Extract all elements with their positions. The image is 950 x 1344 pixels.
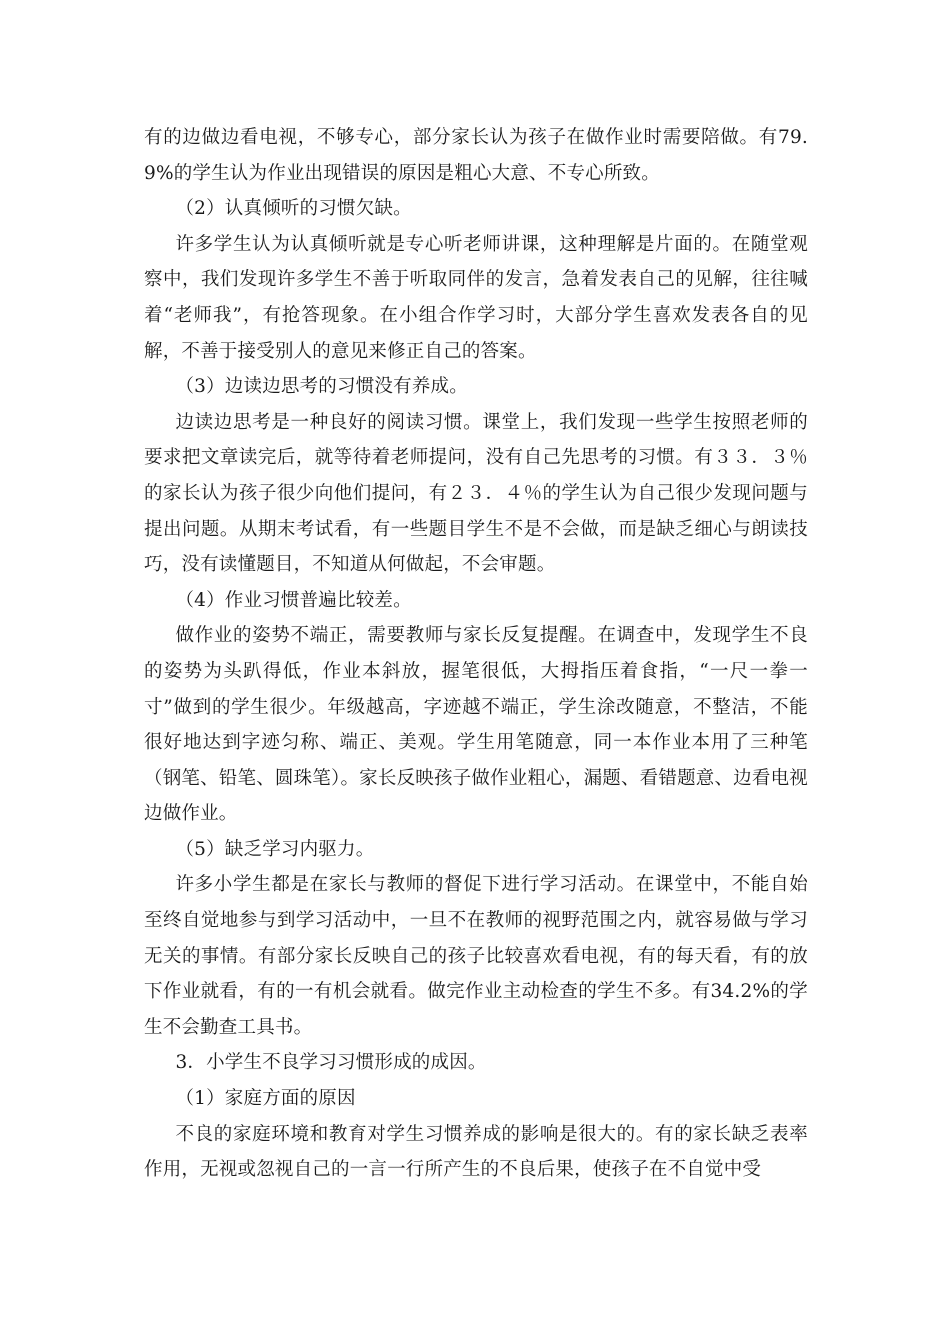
section-heading-4: （4）作业习惯普遍比较差。 [175, 589, 412, 611]
section-heading-causes: 3．小学生不良学习习惯形成的成因。 [175, 1052, 487, 1074]
section-heading-2: （2）认真倾听的习惯欠缺。 [175, 198, 412, 220]
paragraph-2: 许多学生认为认真倾听就是专心听老师讲课，这种理解是片面的。在随堂观察中，我们发现许多学生不善于听取同伴的发言，急着发表自己的见解，往往喊着“老师我”，有抢答现象。在小组合作学习时，大部分学生喜欢发表各自的见解，不善于接受别人的意见来修正自己的答案。 [144, 233, 808, 362]
paragraph-6: 不良的家庭环境和教育对学生习惯养成的影响是很大的。有的家长缺乏表率作用，无视或忽视自己的一言一行所产生的不良后果，使孩子在不自觉中受 [144, 1123, 808, 1181]
section-heading-3: （3）边读边思考的习惯没有养成。 [175, 376, 468, 398]
section-heading-5: （5）缺乏学习内驱力。 [175, 838, 375, 860]
document-body [144, 120, 808, 1188]
paragraph-5: 许多小学生都是在家长与教师的督促下进行学习活动。在课堂中，不能自始至终自觉地参与到学习活动中，一旦不在教师的视野范围之内，就容易做与学习无关的事情。有部分家长反映自己的孩子比较喜欢看电视，有的每天看，有的放下作业就看，有的一有机会就看。做完作业主动检查的学生不多。有34.2%的学生不会勤查工具书。 [144, 874, 808, 1038]
paragraph-4: 做作业的姿势不端正，需要教师与家长反复提醒。在调查中，发现学生不良的姿势为头趴得低，作业本斜放，握笔很低，大拇指压着食指，“一尺一拳一寸”做到的学生很少。年级越高，字迹越不端正，学生涂改随意，不整洁，不能很好地达到字迹匀称、端正、美观。学生用笔随意，同一本作业本用了三种笔（钢笔、铅笔、圆珠笔）。家长反映孩子做作业粗心，漏题、看错题意、边看电视边做作业。 [144, 625, 808, 825]
paragraph-3: 边读边思考是一种良好的阅读习惯。课堂上，我们发现一些学生按照老师的要求把文章读完后，就等待着老师提问，没有自己先思考的习惯。有３３．３％的家长认为孩子很少向他们提问，有２３．４％的学生认为自己很少发现问题与提出问题。从期末考试看，有一些题目学生不是不会做，而是缺乏细心与朗读技巧，没有读懂题目，不知道从何做起，不会审题。 [144, 411, 808, 576]
section-heading-family: （1）家庭方面的原因 [175, 1088, 356, 1110]
paragraph-1: 有的边做边看电视，不够专心，部分家长认为孩子在做作业时需要陪做。有79.9%的学生认为作业出现错误的原因是粗心大意、不专心所致。 [144, 127, 808, 184]
